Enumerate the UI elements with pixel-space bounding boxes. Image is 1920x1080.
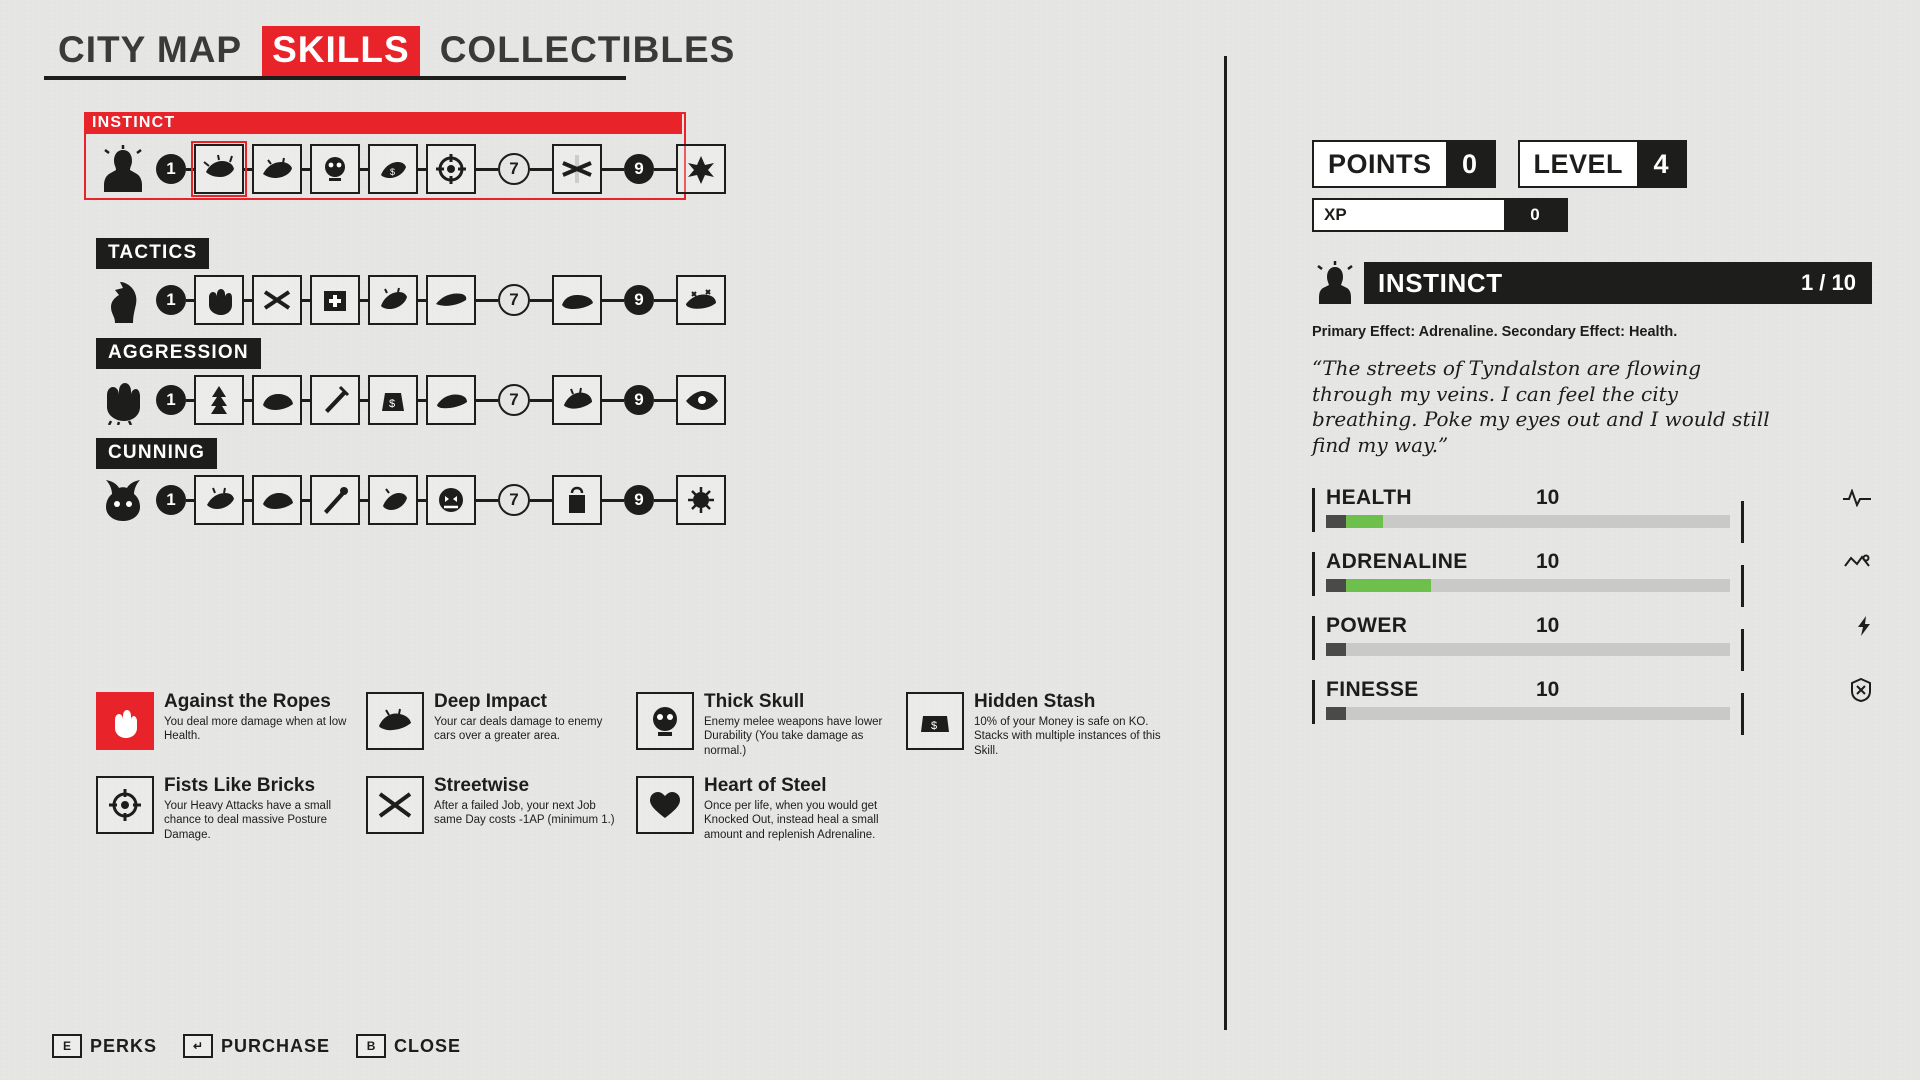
perk-desc: 10% of your Money is safe on KO. Stacks with multiple instances of this Skill. (974, 715, 1161, 757)
attribute-power (1312, 614, 1872, 656)
perk-hidden-stash[interactable] (906, 692, 1176, 758)
tabs-underline (44, 76, 626, 80)
branch-header (1312, 258, 1872, 308)
attribute-bar-base (1326, 579, 1346, 592)
tactics-tree-label: TACTICS (96, 238, 209, 269)
skill-node[interactable] (194, 144, 244, 194)
perk-title: Heart of Steel (704, 775, 827, 797)
tree-connector (186, 168, 194, 171)
perks-row-1 (96, 692, 1176, 776)
tab-city-map[interactable]: CITY MAP (58, 29, 243, 70)
perk-desc: After a failed Job, your next Job same Day costs -1AP (minimum 1.) (434, 800, 615, 827)
fist-icon (96, 692, 154, 750)
key-badge: ↵ (183, 1034, 213, 1058)
tree-connector (476, 299, 498, 302)
skill-node[interactable] (426, 275, 476, 325)
svg-text:$: $ (390, 167, 396, 177)
cash-stash-icon (906, 692, 964, 750)
attribute-bar-end-cap (1741, 629, 1744, 671)
tree-connector (302, 299, 310, 302)
tree-connector (360, 499, 368, 502)
branch-rank: 1 / 10 (1800, 270, 1856, 295)
skill-tree-instinct (96, 138, 726, 196)
tree-connector (530, 168, 552, 171)
perk-deep-impact[interactable] (366, 692, 636, 758)
skill-node[interactable] (252, 375, 302, 425)
skull-icon (636, 692, 694, 750)
attribute-bar-end-cap (1741, 693, 1744, 735)
cunning-branch-icon (96, 473, 150, 527)
skill-node[interactable] (368, 144, 418, 194)
points-chip (1312, 140, 1496, 188)
tree-connector (418, 399, 426, 402)
tree-connector (186, 499, 194, 502)
tree-connector (186, 399, 194, 402)
perk-desc: You deal more damage when at low Health. (164, 715, 347, 743)
skill-tree-cunning (96, 438, 726, 527)
skill-node[interactable] (194, 275, 244, 325)
skill-tree-row (96, 373, 726, 427)
perk-heart-of-steel[interactable] (636, 776, 906, 842)
svg-text:$: $ (389, 398, 396, 410)
tree-connector (654, 299, 676, 302)
attribute-bar (1326, 643, 1730, 656)
attribute-bar-end-cap (1741, 565, 1744, 607)
key-badge: B (356, 1034, 386, 1058)
skill-gate-7[interactable]: 7 (498, 484, 530, 516)
tree-connector (476, 168, 498, 171)
tree-connector (186, 299, 194, 302)
bolt-icon (1838, 615, 1872, 637)
perk-title: Against the Ropes (164, 691, 331, 712)
tab-collectibles[interactable]: COLLECTIBLES (439, 29, 736, 70)
perk-desc: Once per life, when you would get Knocked Out, instead heal a small amount and replenish Adrenaline. (704, 800, 879, 841)
footer-actions (52, 1034, 461, 1058)
skill-node[interactable] (252, 475, 302, 525)
instinct-branch-icon (96, 142, 150, 196)
tree-connector (654, 499, 676, 502)
skill-node[interactable] (310, 275, 360, 325)
tactics-branch-icon (96, 273, 150, 327)
skill-gate-1[interactable]: 1 (156, 285, 186, 315)
heart-icon (636, 776, 694, 834)
skill-node[interactable] (426, 375, 476, 425)
attribute-name: FINESSE (1326, 678, 1419, 702)
car-crash-icon (366, 692, 424, 750)
skill-tree-row (96, 273, 726, 327)
tree-connector (530, 499, 552, 502)
attribute-finesse (1312, 678, 1872, 720)
footer-button-label: CLOSE (394, 1035, 462, 1056)
tree-connector (602, 499, 624, 502)
key-badge: E (52, 1034, 82, 1058)
tree-connector (602, 399, 624, 402)
attribute-bar-base (1326, 643, 1346, 656)
skill-gate-1[interactable]: 1 (156, 485, 186, 515)
tab-skills[interactable]: SKILLS (262, 26, 420, 76)
attribute-value: 10 (1536, 614, 1560, 638)
skill-node[interactable] (310, 475, 360, 525)
skill-node[interactable] (368, 475, 418, 525)
skill-gate-7[interactable]: 7 (498, 384, 530, 416)
branch-effects: Primary Effect: Adrenaline. Secondary Effect: Health. (1312, 324, 1678, 340)
aggression-branch-icon (96, 373, 150, 427)
crossed-blades-icon (366, 776, 424, 834)
adrenaline-icon (1838, 552, 1872, 572)
skill-tree-aggression (96, 338, 726, 427)
attribute-value: 10 (1536, 486, 1560, 510)
skill-node[interactable] (194, 475, 244, 525)
branch-title-bar (1364, 262, 1872, 304)
instinct-icon (1312, 258, 1358, 308)
skill-tree-row (96, 473, 726, 527)
skill-gate-7[interactable]: 7 (498, 153, 530, 185)
panel-divider (1224, 56, 1227, 1030)
attribute-bar (1326, 707, 1730, 720)
skill-gate-9[interactable]: 9 (624, 485, 654, 515)
perk-desc: Your Heavy Attacks have a small chance to deal massive Posture Damage. (164, 800, 332, 841)
perks-row-2 (96, 776, 1176, 860)
skill-node[interactable] (676, 275, 726, 325)
attribute-name: HEALTH (1326, 486, 1413, 510)
tree-connector (360, 299, 368, 302)
footer-button-close[interactable] (356, 1034, 461, 1058)
footer-button-purchase[interactable] (183, 1034, 330, 1058)
skill-node[interactable] (552, 475, 602, 525)
skill-node[interactable] (676, 144, 726, 194)
tree-connector (530, 399, 552, 402)
tree-connector (602, 168, 624, 171)
branch-quote: “The streets of Tyndalston are flowing through my veins. I can feel the city breathing. Poke my eyes out and I would still find my way.” (1312, 356, 1770, 457)
svg-text:$: $ (931, 720, 938, 732)
skill-node[interactable] (426, 475, 476, 525)
perk-title: Fists Like Bricks (164, 775, 316, 797)
perk-against-the-ropes[interactable] (96, 692, 366, 758)
skill-gate-9[interactable]: 9 (624, 285, 654, 315)
target-fist-icon (96, 776, 154, 834)
xp-value: 0 (1504, 200, 1566, 230)
tree-connector (360, 399, 368, 402)
aggression-tree-label: AGGRESSION (96, 338, 261, 369)
instinct-tree-header (84, 112, 682, 134)
perk-title: Thick Skull (704, 691, 805, 712)
attribute-bar (1326, 515, 1730, 528)
xp-label: XP (1324, 205, 1347, 224)
tree-connector (244, 299, 252, 302)
attributes-list (1312, 486, 1872, 720)
skill-node[interactable] (310, 144, 360, 194)
skill-gate-7[interactable]: 7 (498, 284, 530, 316)
skill-node[interactable] (552, 275, 602, 325)
skill-node[interactable] (368, 275, 418, 325)
skill-node[interactable] (194, 375, 244, 425)
tree-connector (654, 399, 676, 402)
skill-gate-9[interactable]: 9 (624, 154, 654, 184)
attribute-name: POWER (1326, 614, 1408, 638)
top-tabs (52, 26, 741, 76)
skill-tree-row (96, 142, 726, 196)
skill-node[interactable] (368, 375, 418, 425)
attribute-bar-base (1326, 515, 1346, 528)
cunning-tree-label: CUNNING (96, 438, 217, 469)
skill-node[interactable] (252, 144, 302, 194)
attribute-value: 10 (1536, 678, 1560, 702)
tree-connector (302, 499, 310, 502)
tree-connector (476, 399, 498, 402)
attribute-health (1312, 486, 1872, 528)
skill-node[interactable] (676, 375, 726, 425)
tree-connector (244, 499, 252, 502)
tree-connector (418, 499, 426, 502)
attribute-value: 10 (1536, 550, 1560, 574)
tree-connector (530, 299, 552, 302)
perk-desc: Your car deals damage to enemy cars over a greater area. (434, 715, 603, 743)
right-panel (1312, 0, 1872, 742)
attribute-bar-base (1326, 707, 1346, 720)
tree-connector (302, 168, 310, 171)
skill-node[interactable] (426, 144, 476, 194)
skill-gate-1[interactable]: 1 (156, 385, 186, 415)
level-chip (1518, 140, 1688, 188)
instinct-tree-label: INSTINCT (92, 114, 176, 131)
pulse-icon (1838, 489, 1872, 507)
tree-connector (418, 299, 426, 302)
attribute-adrenaline (1312, 550, 1872, 592)
tree-connector (244, 168, 252, 171)
level-value: 4 (1637, 142, 1685, 186)
skill-gate-1[interactable]: 1 (156, 154, 186, 184)
perk-fists-like-bricks[interactable] (96, 776, 366, 842)
skill-node[interactable] (252, 275, 302, 325)
skill-node[interactable] (552, 144, 602, 194)
footer-button-label: PERKS (90, 1035, 158, 1056)
shield-x-icon (1838, 678, 1872, 702)
tree-connector (418, 168, 426, 171)
tree-connector (360, 168, 368, 171)
attribute-bar-end-cap (1741, 501, 1744, 543)
footer-button-perks[interactable] (52, 1034, 157, 1058)
xp-chip (1312, 198, 1568, 232)
skill-node[interactable] (676, 475, 726, 525)
perks-section (96, 692, 1176, 860)
tree-connector (244, 399, 252, 402)
skill-node[interactable] (552, 375, 602, 425)
attribute-name: ADRENALINE (1326, 550, 1468, 574)
skill-tree-tactics (96, 238, 726, 327)
perk-streetwise[interactable] (366, 776, 636, 842)
tree-connector (602, 299, 624, 302)
branch-name: INSTINCT (1378, 267, 1503, 298)
tree-connector (302, 399, 310, 402)
perk-title: Deep Impact (434, 691, 547, 712)
perk-title: Streetwise (434, 775, 530, 797)
points-value: 0 (1446, 142, 1494, 186)
perk-title: Hidden Stash (974, 691, 1096, 712)
level-label: LEVEL (1533, 148, 1624, 179)
tree-connector (476, 499, 498, 502)
perk-desc: Enemy melee weapons have lower Durability (You take damage as normal.) (704, 715, 883, 757)
footer-button-label: PURCHASE (221, 1035, 331, 1056)
perk-thick-skull[interactable] (636, 692, 906, 758)
skill-node[interactable] (310, 375, 360, 425)
skill-gate-9[interactable]: 9 (624, 385, 654, 415)
points-label: POINTS (1328, 148, 1432, 179)
attribute-bar (1326, 579, 1730, 592)
tree-connector (654, 168, 676, 171)
